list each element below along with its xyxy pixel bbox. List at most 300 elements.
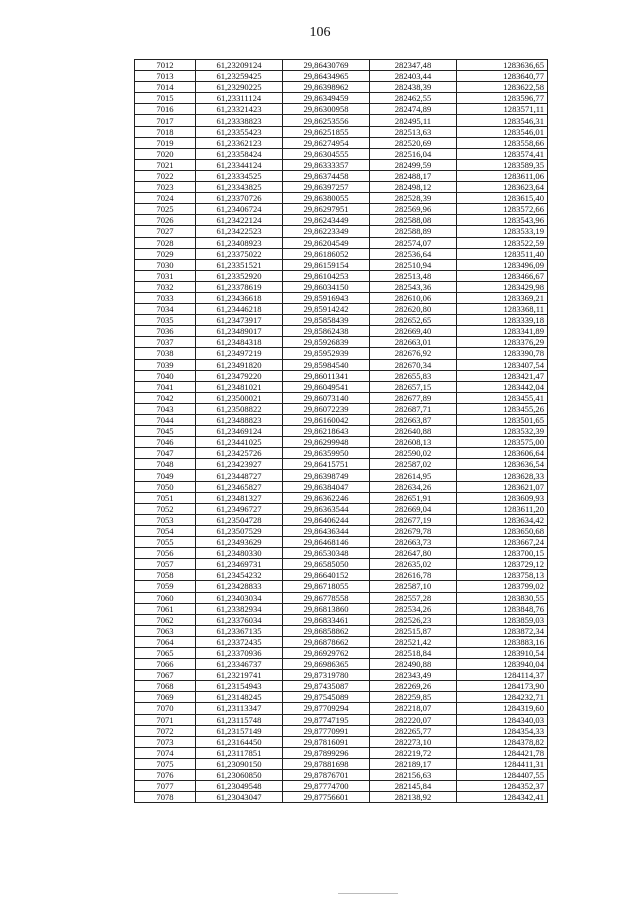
latitude-cell: 61,23372435	[196, 636, 283, 647]
latitude-cell: 61,23406724	[196, 204, 283, 215]
point-number-cell: 7036	[135, 326, 196, 337]
latitude-cell: 61,23403034	[196, 592, 283, 603]
longitude-cell: 29,86159154	[283, 259, 370, 270]
point-number-cell: 7013	[135, 71, 196, 82]
x-coordinate-cell: 282588,89	[370, 226, 457, 237]
x-coordinate-cell: 282669,04	[370, 503, 457, 514]
point-number-cell: 7048	[135, 459, 196, 470]
latitude-cell: 61,23113347	[196, 703, 283, 714]
x-coordinate-cell: 282590,02	[370, 448, 457, 459]
point-number-cell: 7073	[135, 736, 196, 747]
point-number-cell: 7050	[135, 481, 196, 492]
x-coordinate-cell: 282536,64	[370, 248, 457, 259]
x-coordinate-cell: 282347,48	[370, 60, 457, 71]
latitude-cell: 61,23428833	[196, 581, 283, 592]
table-row	[135, 93, 548, 104]
x-coordinate-cell: 282145,84	[370, 781, 457, 792]
latitude-cell: 61,23321423	[196, 104, 283, 115]
latitude-cell: 61,23355423	[196, 126, 283, 137]
table-row	[135, 82, 548, 93]
latitude-cell: 61,23497219	[196, 348, 283, 359]
point-number-cell: 7014	[135, 82, 196, 93]
table-row	[135, 703, 548, 714]
y-coordinate-cell: 1283640,77	[457, 71, 548, 82]
x-coordinate-cell: 282462,55	[370, 93, 457, 104]
longitude-cell: 29,87319780	[283, 670, 370, 681]
table-row	[135, 714, 548, 725]
longitude-cell: 29,86011341	[283, 370, 370, 381]
longitude-cell: 29,86072239	[283, 403, 370, 414]
x-coordinate-cell: 282687,71	[370, 403, 457, 414]
y-coordinate-cell: 1283634,42	[457, 514, 548, 525]
y-coordinate-cell: 1283533,19	[457, 226, 548, 237]
x-coordinate-cell: 282614,95	[370, 470, 457, 481]
table-row	[135, 692, 548, 703]
latitude-cell: 61,23362123	[196, 137, 283, 148]
longitude-cell: 29,87816091	[283, 736, 370, 747]
table-row	[135, 126, 548, 137]
table-row	[135, 470, 548, 481]
longitude-cell: 29,86243449	[283, 215, 370, 226]
longitude-cell: 29,85916943	[283, 292, 370, 303]
table-row	[135, 592, 548, 603]
x-coordinate-cell: 282634,26	[370, 481, 457, 492]
table-row	[135, 370, 548, 381]
x-coordinate-cell: 282663,87	[370, 415, 457, 426]
x-coordinate-cell: 282259,85	[370, 692, 457, 703]
y-coordinate-cell: 1284378,82	[457, 736, 548, 747]
latitude-cell: 61,23148245	[196, 692, 283, 703]
y-coordinate-cell: 1283799,02	[457, 581, 548, 592]
table-row	[135, 315, 548, 326]
x-coordinate-cell: 282513,48	[370, 270, 457, 281]
x-coordinate-cell: 282610,06	[370, 292, 457, 303]
longitude-cell: 29,86160042	[283, 415, 370, 426]
coordinate-table-body	[135, 60, 548, 803]
y-coordinate-cell: 1283341,89	[457, 326, 548, 337]
table-row	[135, 448, 548, 459]
latitude-cell: 61,23479220	[196, 370, 283, 381]
latitude-cell: 61,23481021	[196, 381, 283, 392]
coordinate-table	[134, 59, 548, 803]
latitude-cell: 61,23493629	[196, 537, 283, 548]
point-number-cell: 7031	[135, 270, 196, 281]
longitude-cell: 29,86363544	[283, 503, 370, 514]
longitude-cell: 29,86986365	[283, 659, 370, 670]
x-coordinate-cell: 282510,94	[370, 259, 457, 270]
y-coordinate-cell: 1283546,01	[457, 126, 548, 137]
latitude-cell: 61,23259425	[196, 71, 283, 82]
y-coordinate-cell: 1283376,29	[457, 337, 548, 348]
longitude-cell: 29,86218643	[283, 426, 370, 437]
longitude-cell: 29,86398749	[283, 470, 370, 481]
point-number-cell: 7015	[135, 93, 196, 104]
point-number-cell: 7030	[135, 259, 196, 270]
latitude-cell: 61,23508822	[196, 403, 283, 414]
point-number-cell: 7074	[135, 747, 196, 758]
longitude-cell: 29,87770991	[283, 725, 370, 736]
table-row	[135, 636, 548, 647]
x-coordinate-cell: 282588,08	[370, 215, 457, 226]
longitude-cell: 29,86406244	[283, 514, 370, 525]
longitude-cell: 29,86049541	[283, 381, 370, 392]
latitude-cell: 61,23164450	[196, 736, 283, 747]
y-coordinate-cell: 1283758,13	[457, 570, 548, 581]
point-number-cell: 7063	[135, 625, 196, 636]
table-row	[135, 193, 548, 204]
longitude-cell: 29,85984540	[283, 359, 370, 370]
table-row	[135, 758, 548, 769]
table-row	[135, 215, 548, 226]
table-row	[135, 115, 548, 126]
x-coordinate-cell: 282574,07	[370, 237, 457, 248]
y-coordinate-cell: 1284352,37	[457, 781, 548, 792]
y-coordinate-cell: 1283572,66	[457, 204, 548, 215]
y-coordinate-cell: 1283501,65	[457, 415, 548, 426]
table-row	[135, 559, 548, 570]
x-coordinate-cell: 282652,65	[370, 315, 457, 326]
latitude-cell: 61,23378619	[196, 281, 283, 292]
longitude-cell: 29,85952939	[283, 348, 370, 359]
table-row	[135, 348, 548, 359]
latitude-cell: 61,23425726	[196, 448, 283, 459]
longitude-cell: 29,86374458	[283, 170, 370, 181]
longitude-cell: 29,86304555	[283, 148, 370, 159]
table-row	[135, 625, 548, 636]
longitude-cell: 29,86333357	[283, 159, 370, 170]
y-coordinate-cell: 1283339,18	[457, 315, 548, 326]
x-coordinate-cell: 282670,34	[370, 359, 457, 370]
y-coordinate-cell: 1283622,58	[457, 82, 548, 93]
table-row	[135, 204, 548, 215]
x-coordinate-cell: 282265,77	[370, 725, 457, 736]
latitude-cell: 61,23346737	[196, 659, 283, 670]
x-coordinate-cell: 282616,78	[370, 570, 457, 581]
longitude-cell: 29,85926839	[283, 337, 370, 348]
point-number-cell: 7025	[135, 204, 196, 215]
table-row	[135, 337, 548, 348]
table-row	[135, 581, 548, 592]
table-row	[135, 182, 548, 193]
x-coordinate-cell: 282557,28	[370, 592, 457, 603]
y-coordinate-cell: 1283368,11	[457, 304, 548, 315]
longitude-cell: 29,86274954	[283, 137, 370, 148]
point-number-cell: 7062	[135, 614, 196, 625]
x-coordinate-cell: 282640,88	[370, 426, 457, 437]
y-coordinate-cell: 1283883,16	[457, 636, 548, 647]
y-coordinate-cell: 1283511,40	[457, 248, 548, 259]
table-row	[135, 437, 548, 448]
longitude-cell: 29,86585050	[283, 559, 370, 570]
latitude-cell: 61,23496727	[196, 503, 283, 514]
x-coordinate-cell: 282677,89	[370, 392, 457, 403]
latitude-cell: 61,23473917	[196, 315, 283, 326]
latitude-cell: 61,23343825	[196, 182, 283, 193]
longitude-cell: 29,86434965	[283, 71, 370, 82]
latitude-cell: 61,23370726	[196, 193, 283, 204]
x-coordinate-cell: 282269,26	[370, 681, 457, 692]
longitude-cell: 29,86929762	[283, 647, 370, 658]
latitude-cell: 61,23344124	[196, 159, 283, 170]
point-number-cell: 7027	[135, 226, 196, 237]
table-row	[135, 359, 548, 370]
point-number-cell: 7069	[135, 692, 196, 703]
x-coordinate-cell: 282138,92	[370, 792, 457, 803]
y-coordinate-cell: 1283848,76	[457, 603, 548, 614]
table-row	[135, 426, 548, 437]
y-coordinate-cell: 1283729,12	[457, 559, 548, 570]
longitude-cell: 29,86359950	[283, 448, 370, 459]
point-number-cell: 7056	[135, 548, 196, 559]
latitude-cell: 61,23351521	[196, 259, 283, 270]
point-number-cell: 7064	[135, 636, 196, 647]
y-coordinate-cell: 1283872,34	[457, 625, 548, 636]
point-number-cell: 7044	[135, 415, 196, 426]
point-number-cell: 7022	[135, 170, 196, 181]
x-coordinate-cell: 282651,91	[370, 492, 457, 503]
y-coordinate-cell: 1283623,64	[457, 182, 548, 193]
y-coordinate-cell: 1283589,35	[457, 159, 548, 170]
table-row	[135, 537, 548, 548]
point-number-cell: 7043	[135, 403, 196, 414]
latitude-cell: 61,23422523	[196, 226, 283, 237]
point-number-cell: 7076	[135, 770, 196, 781]
point-number-cell: 7045	[135, 426, 196, 437]
x-coordinate-cell: 282498,12	[370, 182, 457, 193]
longitude-cell: 29,86380055	[283, 193, 370, 204]
longitude-cell: 29,86299948	[283, 437, 370, 448]
x-coordinate-cell: 282474,89	[370, 104, 457, 115]
y-coordinate-cell: 1284407,55	[457, 770, 548, 781]
x-coordinate-cell: 282587,10	[370, 581, 457, 592]
point-number-cell: 7046	[135, 437, 196, 448]
table-row	[135, 525, 548, 536]
point-number-cell: 7071	[135, 714, 196, 725]
latitude-cell: 61,23469731	[196, 559, 283, 570]
y-coordinate-cell: 1283940,04	[457, 659, 548, 670]
longitude-cell: 29,85858439	[283, 315, 370, 326]
y-coordinate-cell: 1283606,64	[457, 448, 548, 459]
y-coordinate-cell: 1283571,11	[457, 104, 548, 115]
longitude-cell: 29,86640152	[283, 570, 370, 581]
y-coordinate-cell: 1283615,40	[457, 193, 548, 204]
longitude-cell: 29,86073140	[283, 392, 370, 403]
point-number-cell: 7058	[135, 570, 196, 581]
point-number-cell: 7040	[135, 370, 196, 381]
x-coordinate-cell: 282587,02	[370, 459, 457, 470]
longitude-cell: 29,86813860	[283, 603, 370, 614]
latitude-cell: 61,23338823	[196, 115, 283, 126]
x-coordinate-cell: 282620,80	[370, 304, 457, 315]
table-row	[135, 270, 548, 281]
x-coordinate-cell: 282655,83	[370, 370, 457, 381]
latitude-cell: 61,23370936	[196, 647, 283, 658]
latitude-cell: 61,23480330	[196, 548, 283, 559]
point-number-cell: 7041	[135, 381, 196, 392]
x-coordinate-cell: 282220,07	[370, 714, 457, 725]
point-number-cell: 7034	[135, 304, 196, 315]
latitude-cell: 61,23157149	[196, 725, 283, 736]
point-number-cell: 7054	[135, 525, 196, 536]
y-coordinate-cell: 1283621,07	[457, 481, 548, 492]
y-coordinate-cell: 1283609,93	[457, 492, 548, 503]
point-number-cell: 7077	[135, 781, 196, 792]
point-number-cell: 7026	[135, 215, 196, 226]
longitude-cell: 29,86397257	[283, 182, 370, 193]
latitude-cell: 61,23352920	[196, 270, 283, 281]
y-coordinate-cell: 1283496,09	[457, 259, 548, 270]
point-number-cell: 7024	[135, 193, 196, 204]
x-coordinate-cell: 282156,63	[370, 770, 457, 781]
point-number-cell: 7066	[135, 659, 196, 670]
point-number-cell: 7061	[135, 603, 196, 614]
table-row	[135, 503, 548, 514]
x-coordinate-cell: 282520,69	[370, 137, 457, 148]
point-number-cell: 7023	[135, 182, 196, 193]
x-coordinate-cell: 282669,40	[370, 326, 457, 337]
table-row	[135, 60, 548, 71]
x-coordinate-cell: 282343,49	[370, 670, 457, 681]
y-coordinate-cell: 1284411,31	[457, 758, 548, 769]
table-row	[135, 170, 548, 181]
point-number-cell: 7038	[135, 348, 196, 359]
longitude-cell: 29,86300958	[283, 104, 370, 115]
y-coordinate-cell: 1284421,78	[457, 747, 548, 758]
y-coordinate-cell: 1283455,26	[457, 403, 548, 414]
longitude-cell: 29,86362246	[283, 492, 370, 503]
y-coordinate-cell: 1284319,60	[457, 703, 548, 714]
longitude-cell: 29,87774700	[283, 781, 370, 792]
table-row	[135, 770, 548, 781]
y-coordinate-cell: 1283558,66	[457, 137, 548, 148]
x-coordinate-cell: 282438,39	[370, 82, 457, 93]
y-coordinate-cell: 1283575,00	[457, 437, 548, 448]
longitude-cell: 29,87881698	[283, 758, 370, 769]
latitude-cell: 61,23376034	[196, 614, 283, 625]
table-row	[135, 725, 548, 736]
table-row	[135, 781, 548, 792]
latitude-cell: 61,23507529	[196, 525, 283, 536]
latitude-cell: 61,23367135	[196, 625, 283, 636]
x-coordinate-cell: 282495,11	[370, 115, 457, 126]
longitude-cell: 29,86034150	[283, 281, 370, 292]
x-coordinate-cell: 282218,07	[370, 703, 457, 714]
longitude-cell: 29,86718055	[283, 581, 370, 592]
latitude-cell: 61,23154943	[196, 681, 283, 692]
latitude-cell: 61,23484318	[196, 337, 283, 348]
table-row	[135, 792, 548, 803]
point-number-cell: 7017	[135, 115, 196, 126]
latitude-cell: 61,23115748	[196, 714, 283, 725]
latitude-cell: 61,23219741	[196, 670, 283, 681]
longitude-cell: 29,87899296	[283, 747, 370, 758]
latitude-cell: 61,23043047	[196, 792, 283, 803]
point-number-cell: 7052	[135, 503, 196, 514]
longitude-cell: 29,87545089	[283, 692, 370, 703]
latitude-cell: 61,23504728	[196, 514, 283, 525]
point-number-cell: 7049	[135, 470, 196, 481]
y-coordinate-cell: 1283636,54	[457, 459, 548, 470]
longitude-cell: 29,86530348	[283, 548, 370, 559]
point-number-cell: 7018	[135, 126, 196, 137]
x-coordinate-cell: 282679,78	[370, 525, 457, 536]
latitude-cell: 61,23422124	[196, 215, 283, 226]
y-coordinate-cell: 1283910,54	[457, 647, 548, 658]
point-number-cell: 7033	[135, 292, 196, 303]
latitude-cell: 61,23311124	[196, 93, 283, 104]
table-row	[135, 403, 548, 414]
point-number-cell: 7020	[135, 148, 196, 159]
x-coordinate-cell: 282516,04	[370, 148, 457, 159]
x-coordinate-cell: 282528,39	[370, 193, 457, 204]
point-number-cell: 7060	[135, 592, 196, 603]
longitude-cell: 29,86251855	[283, 126, 370, 137]
x-coordinate-cell: 282526,23	[370, 614, 457, 625]
x-coordinate-cell: 282676,92	[370, 348, 457, 359]
y-coordinate-cell: 1284232,71	[457, 692, 548, 703]
longitude-cell: 29,86253556	[283, 115, 370, 126]
latitude-cell: 61,23500021	[196, 392, 283, 403]
longitude-cell: 29,86430769	[283, 60, 370, 71]
latitude-cell: 61,23469124	[196, 426, 283, 437]
x-coordinate-cell: 282657,15	[370, 381, 457, 392]
longitude-cell: 29,85914242	[283, 304, 370, 315]
point-number-cell: 7021	[135, 159, 196, 170]
y-coordinate-cell: 1283466,67	[457, 270, 548, 281]
x-coordinate-cell: 282518,84	[370, 647, 457, 658]
y-coordinate-cell: 1283628,33	[457, 470, 548, 481]
latitude-cell: 61,23488823	[196, 415, 283, 426]
point-number-cell: 7067	[135, 670, 196, 681]
point-number-cell: 7078	[135, 792, 196, 803]
table-row	[135, 570, 548, 581]
table-row	[135, 614, 548, 625]
latitude-cell: 61,23489017	[196, 326, 283, 337]
y-coordinate-cell: 1283636,65	[457, 60, 548, 71]
table-row	[135, 71, 548, 82]
x-coordinate-cell: 282273,10	[370, 736, 457, 747]
longitude-cell: 29,86186052	[283, 248, 370, 259]
point-number-cell: 7019	[135, 137, 196, 148]
table-row	[135, 647, 548, 658]
y-coordinate-cell: 1283650,68	[457, 525, 548, 536]
y-coordinate-cell: 1283522,59	[457, 237, 548, 248]
latitude-cell: 61,23446218	[196, 304, 283, 315]
longitude-cell: 29,86297951	[283, 204, 370, 215]
x-coordinate-cell: 282189,17	[370, 758, 457, 769]
longitude-cell: 29,86833461	[283, 614, 370, 625]
y-coordinate-cell: 1283429,98	[457, 281, 548, 292]
x-coordinate-cell: 282515,87	[370, 625, 457, 636]
table-row	[135, 548, 548, 559]
x-coordinate-cell: 282513,63	[370, 126, 457, 137]
table-row	[135, 148, 548, 159]
page-number: 106	[309, 25, 331, 40]
longitude-cell: 29,87709294	[283, 703, 370, 714]
point-number-cell: 7016	[135, 104, 196, 115]
point-number-cell: 7037	[135, 337, 196, 348]
table-row	[135, 659, 548, 670]
latitude-cell: 61,23382934	[196, 603, 283, 614]
table-row	[135, 226, 548, 237]
y-coordinate-cell: 1283574,41	[457, 148, 548, 159]
y-coordinate-cell: 1283830,55	[457, 592, 548, 603]
point-number-cell: 7047	[135, 448, 196, 459]
y-coordinate-cell: 1284173,90	[457, 681, 548, 692]
latitude-cell: 61,23090150	[196, 758, 283, 769]
longitude-cell: 29,86398962	[283, 82, 370, 93]
y-coordinate-cell: 1283407,54	[457, 359, 548, 370]
